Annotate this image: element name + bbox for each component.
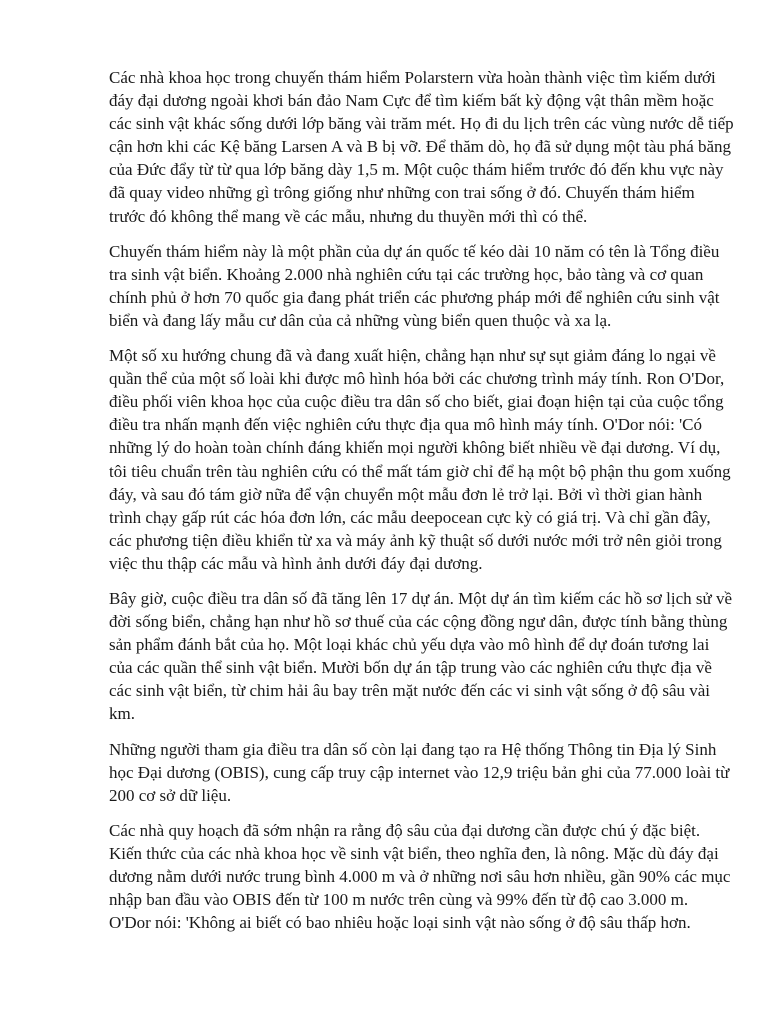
paragraph-census-projects: Bây giờ, cuộc điều tra dân số đã tăng lên 17 dự án. Một dự án tìm kiếm các hồ sơ lịch sử về đời sống biển, chẳng hạn như hồ sơ thuế của các cộng đồng ngư dân, được tính bằng thùng sản phẩm đánh bắt của họ. Một loại khác chủ yếu dựa vào mô hình để dự đoán tương lai của các quần thể sinh vật biển. Mười bốn dự án tập trung vào các nghiên cứu thực địa về các sinh vật biển, từ chim hải âu bay trên mặt nước đến các vi sinh vật sống ở độ sâu vài km. <box>109 588 733 724</box>
paragraph-polarstern-expedition: Các nhà khoa học trong chuyến thám hiểm Polarstern vừa hoàn thành việc tìm kiếm dưới đáy đại dương ngoài khơi bán đảo Nam Cực để tìm kiếm bất kỳ động vật thân mềm hoặc các sinh vật khác sống dưới lớp băng vài trăm mét. Họ đi du lịch trên các vùng nước dễ tiếp cận hơn khi các Kệ băng Larsen A và B bị vỡ. Để thăm dò, họ đã sử dụng một tàu phá băng của Đức đẩy từ từ qua lớp băng dày 1,5 m. Một cuộc thám hiểm trước đó đến khu vực này đã quay video những gì trông giống như những con trai sống ở đó. Chuyến thám hiểm trước đó không thể mang về các mẫu, nhưng du thuyền mới thì có thể. <box>109 68 734 226</box>
paragraph-census-of-marine-life: Chuyến thám hiểm này là một phần của dự án quốc tế kéo dài 10 năm có tên là Tổng điều tra sinh vật biển. Khoảng 2.000 nhà nghiên cứu tại các trường học, bảo tàng và cơ quan chính phủ ở hơn 70 quốc gia đang phát triển các phương pháp mới để nghiên cứu sinh vật biển và đang lấy mẫu cư dân của cả những vùng biển quen thuộc và xa lạ. <box>109 241 720 330</box>
paragraph-trends-and-fieldwork: Một số xu hướng chung đã và đang xuất hiện, chẳng hạn như sự sụt giảm đáng lo ngại về quần thể của một số loài khi được mô hình hóa bởi các chương trình máy tính. Ron O'Dor, điều phối viên khoa học của cuộc điều tra dân số cho biết, giai đoạn hiện tại của cuộc tổng điều tra nhấn mạnh đến việc nghiên cứu thực địa qua mô hình máy tính. O'Dor nói: 'Có những lý do hoàn toàn chính đáng khiến mọi người không biết nhiều về đại dương. Ví dụ, tôi tiêu chuẩn trên tàu nghiên cứu có thể mất tám giờ chỉ để hạ một bộ phận thu gom xuống đáy, và sau đó tám giờ nữa để vận chuyển một mẫu đơn lẻ trở lại. Bởi vì thời gian hành trình chạy gấp rút các hóa đơn lớn, các mẫu deepocean cực kỳ có giá trị. Và chỉ gần đây, các phương tiện điều khiển từ xa và máy ảnh kỹ thuật số dưới nước mới trở nên giỏi trong việc thu thập các mẫu và hình ảnh dưới đáy đại dương. <box>109 346 731 573</box>
paragraph-obis: Những người tham gia điều tra dân số còn lại đang tạo ra Hệ thống Thông tin Địa lý Sinh học Đại dương (OBIS), cung cấp truy cập internet vào 12,9 triệu bản ghi của 77.000 loài từ 200 cơ sở dữ liệu. <box>109 739 730 805</box>
paragraph-ocean-depth: Các nhà quy hoạch đã sớm nhận ra rằng độ sâu của đại dương cần được chú ý đặc biệt. Kiến thức của các nhà khoa học về sinh vật biển, theo nghĩa đen, là nông. Mặc dù đáy đại dương nằm dưới nước trung bình 4.000 m và ở những nơi sâu hơn nhiều, gần 90% các mục nhập ban đầu vào OBIS đến từ 100 m nước trên cùng và 99% đến từ độ cao 3.000 m. O'Dor nói: 'Không ai biết có bao nhiêu hoặc loại sinh vật nào sống ở độ sâu thấp hơn. <box>109 820 731 933</box>
document-page <box>109 66 734 946</box>
